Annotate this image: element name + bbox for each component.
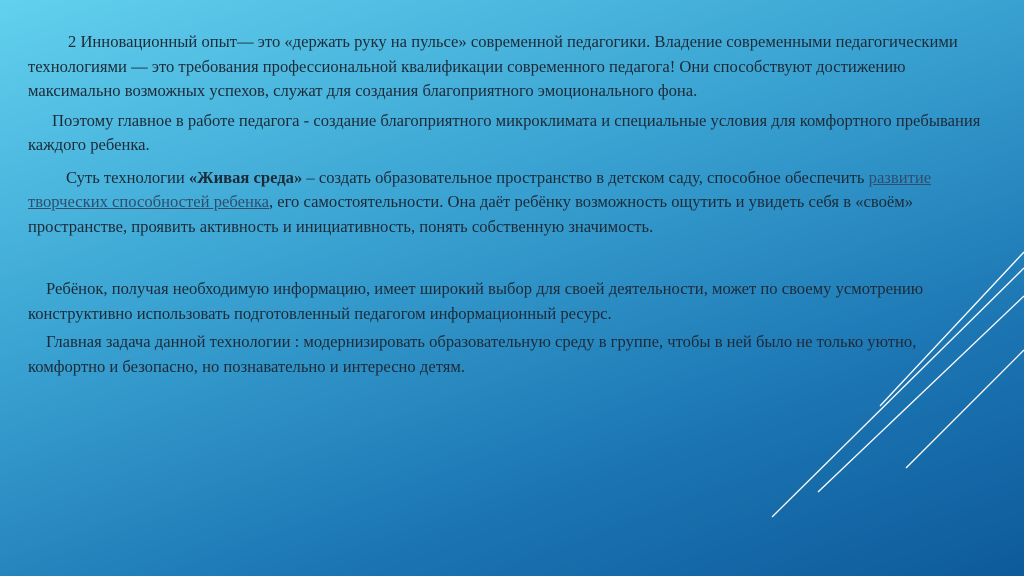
slide-body (28, 30, 988, 379)
paragraph-child-choice: Ребёнок, получая необходимую информацию, имеет широкий выбор для своей деятельности, может по своему усмотрению конструктивно использовать подготовленный педагогом информационный ресурс. (28, 279, 924, 323)
paragraph-live-environment (28, 166, 988, 240)
paragraph-technology-goal: Главная задача данной технологии : модернизировать образовательную среду в группе, чтобы в ней было не только уютно, комфортно и безопасно, но познавательно и интересно детям. (28, 332, 917, 376)
technology-name: «Живая среда» (188, 167, 303, 187)
p3-lead: Суть технологии (66, 167, 189, 187)
creative-abilities-link[interactable]: развитие творческих способностей ребенка (28, 167, 932, 211)
paragraph-innovative-experience: 2 Инновационный опыт— это «держать руку на пульсе» современной педагогики. Владение современными педагогическими технологиями — это требования профессиональной квалификации современного педагога! Они способствуют достижению максимально возможных успехов, служат для создания благоприятного эмоционального фона. (28, 32, 958, 100)
p3-tail: , его самостоятельности. Она даёт ребёнку возможность ощутить и увидеть себя в «своём» пространстве, проявить активность и инициативность, понять собственную значимость. (28, 192, 914, 236)
paragraph-main-task-of-teacher: Поэтому главное в работе педагога - создание благоприятного микроклимата и специальные условия для комфортного пребывания каждого ребенка. (28, 110, 981, 154)
p3-mid: – создать образовательное пространство в детском саду, способное обеспечить (302, 167, 869, 187)
